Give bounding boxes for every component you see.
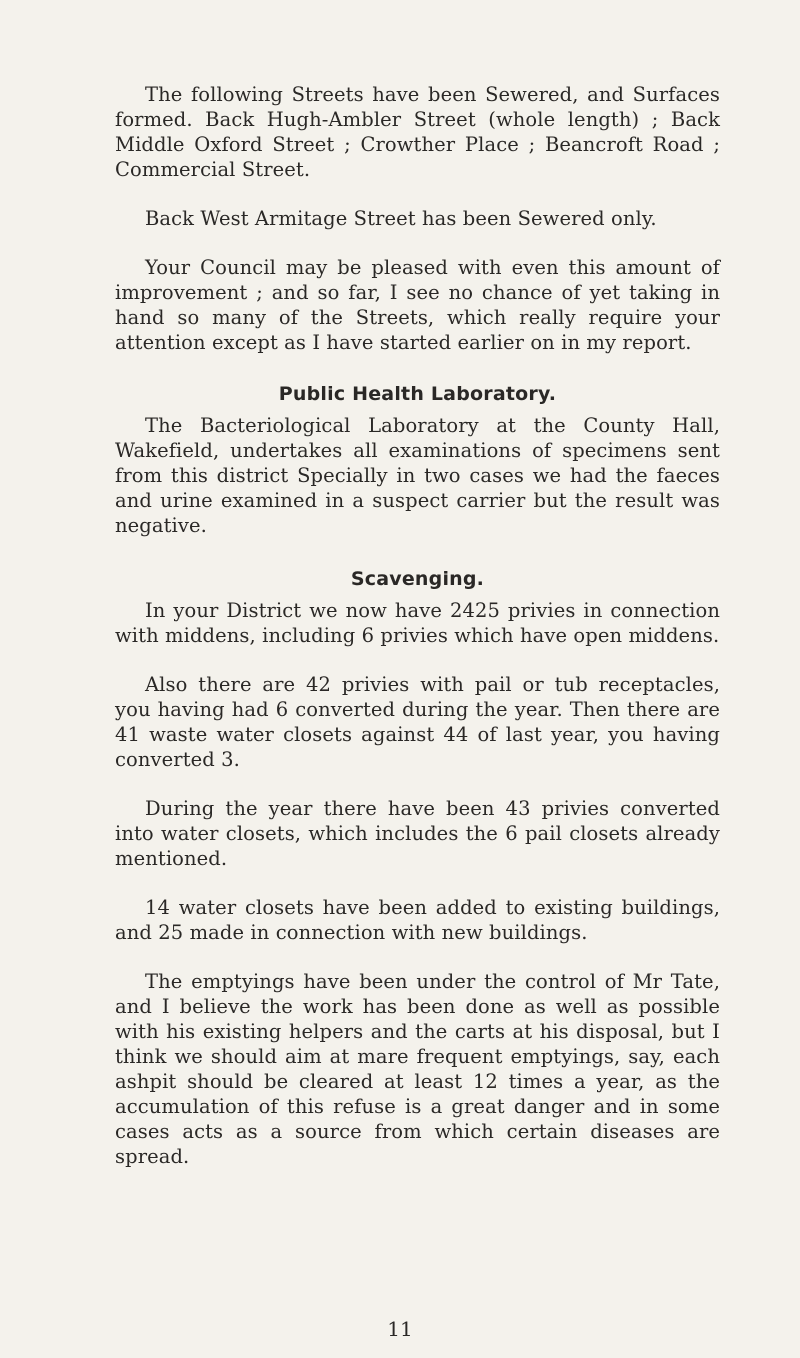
- paragraph-back-west-armitage: Back West Armitage Street has been Sewered only.: [145, 207, 657, 230]
- heading-scavenging: Scavenging.: [350, 568, 485, 590]
- paragraph-emptyings: The emptyings have been under the control of Mr Tate, and I believe the work has been done as well as possible with his existing helpers and the carts at his disposal, but I think we should aim at mare frequent emptyings, say, each ashpit should be cleared at least 12 times a year, as the accumulation of this refuse is a great danger and in some cases acts as a source from which certain diseases are spread.: [115, 970, 720, 1168]
- paragraph-pail-tub-receptacles: Also there are 42 privies with pail or tub receptacles, you having had 6 converted during the year. Then there are 41 waste water closets against 44 of last year, you having converted 3.: [115, 673, 720, 771]
- paragraph-bacteriological-laboratory: The Bacteriological Laboratory at the County Hall, Wakefield, undertakes all examinations of specimens sent from this district Specially in two cases we had the faeces and urine examined in a suspect carrier but the result was negative.: [115, 414, 720, 537]
- paragraph-streets-sewered: The following Streets have been Sewered, and Surfaces formed. Back Hugh-Ambler Street (whole length) ; Back Middle Oxford Street ; Crowther Place ; Beancroft Road ; Commercial Street.: [115, 83, 720, 181]
- paragraph-water-closets-added: 14 water closets have been added to existing buildings, and 25 made in connection with new buildings.: [115, 896, 720, 944]
- paragraph-privies-converted: During the year there have been 43 privies converted into water closets, which includes the 6 pail closets already mentioned.: [115, 797, 720, 870]
- heading-public-health-laboratory: Public Health Laboratory.: [278, 383, 557, 405]
- paragraph-privies-middens: In your District we now have 2425 privies in connection with middens, including 6 privies which have open middens.: [115, 599, 720, 647]
- paragraph-council-improvement: Your Council may be pleased with even this amount of improvement ; and so far, I see no chance of yet taking in hand so many of the Streets, which really require your attention except as I have started earlier on in my report.: [115, 256, 720, 354]
- document-body: [115, 82, 720, 1169]
- page-number: 11: [387, 1317, 413, 1341]
